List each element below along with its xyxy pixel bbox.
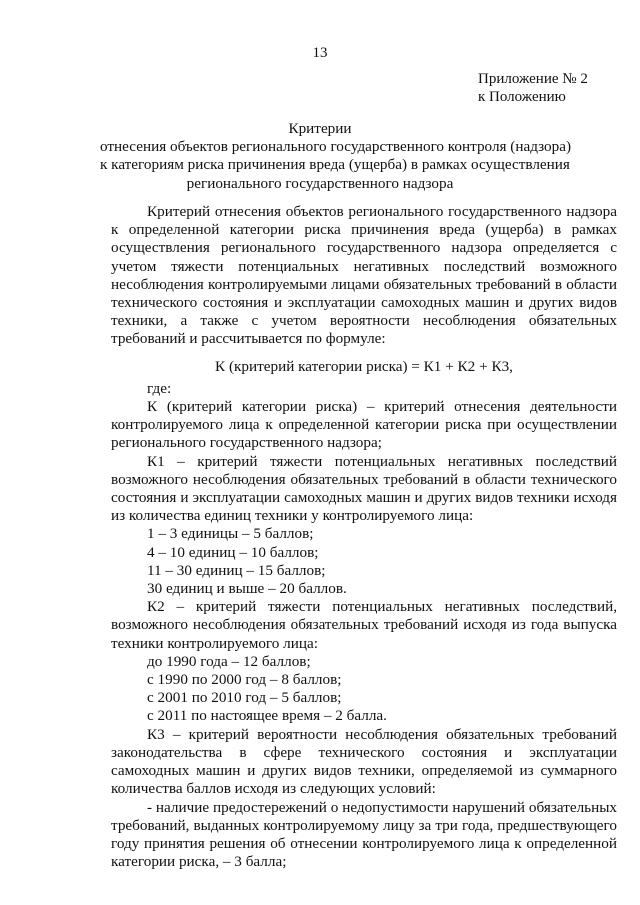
- document-title: [100, 120, 572, 193]
- k-definition: К (критерий категории риска) – критерий отнесения деятельности контролируемого лица к определенной категории риска при осуществлении регионального государственного надзора;: [111, 398, 617, 452]
- k3-definition: К3 – критерий вероятности несоблюдения обязательных требований законодательства в сфере технического состояния и эксплуатации самоходных машин и других видов техники, определяемой из суммарного количества баллов исходя из следующих условий:: [111, 725, 617, 798]
- k1-item: 11 – 30 единиц – 15 баллов;: [147, 561, 326, 579]
- k3-condition-1: - наличие предостережений о недопустимости нарушений обязательных требований, выданных контролируемому лицу за три года, предшествующего году принятия решения об отнесении контролируемого лица к определенной категории риска, – 3 балла;: [111, 798, 617, 871]
- where-label: где:: [147, 379, 172, 397]
- k1-item: 1 – 3 единицы – 5 баллов;: [147, 525, 314, 543]
- k1-item: 30 единиц и выше – 20 баллов.: [147, 580, 347, 598]
- k1-item: 4 – 10 единиц – 10 баллов;: [147, 543, 319, 561]
- appendix-header: [478, 70, 618, 106]
- title-line-3: к категориям риска причинения вреда (ущерба) в рамках осуществления: [100, 156, 570, 174]
- k2-definition: К2 – критерий тяжести потенциальных негативных последствий, возможного несоблюдения обязательных требований исходя из года выпуска техники контролируемого лица:: [111, 598, 617, 652]
- k2-item: до 1990 года – 12 баллов;: [147, 652, 311, 670]
- document-body: [111, 203, 617, 871]
- intro-paragraph: Критерий отнесения объектов регионального государственного надзора к определенной категории риска причинения вреда (ущерба) в рамках осуществления регионального государственного надзора определяется с учетом тяжести потенциальных негативных последствий возможного несоблюдения контролируемыми лицами обязательных требований в области технического состояния и эксплуатации самоходных машин и других видов техники, а также с учетом вероятности несоблюдения обязательных требований и рассчитывается по формуле:: [111, 203, 617, 348]
- appendix-line-1: Приложение № 2: [478, 71, 588, 87]
- title-line-4: регионального государственного надзора: [186, 174, 454, 192]
- k2-item: с 1990 по 2000 год – 8 баллов;: [147, 671, 342, 689]
- k1-definition: К1 – критерий тяжести потенциальных негативных последствий возможного несоблюдения обязательных требований в области технического состояния и эксплуатации самоходных машин и других видов техники исходя из количества единиц техники у контролируемого лица:: [111, 452, 617, 525]
- title-line-1: Критерии: [288, 120, 352, 137]
- k2-item: с 2001 по 2010 год – 5 баллов;: [147, 689, 342, 707]
- appendix-line-2: к Положению: [478, 89, 566, 105]
- title-line-2: отнесения объектов регионального государственного контроля (надзора): [100, 138, 572, 156]
- k2-item: с 2011 по настоящее время – 2 балла.: [147, 707, 387, 725]
- page-number: 13: [312, 45, 328, 61]
- formula: К (критерий категории риска) = К1 + К2 + К3,: [215, 357, 513, 375]
